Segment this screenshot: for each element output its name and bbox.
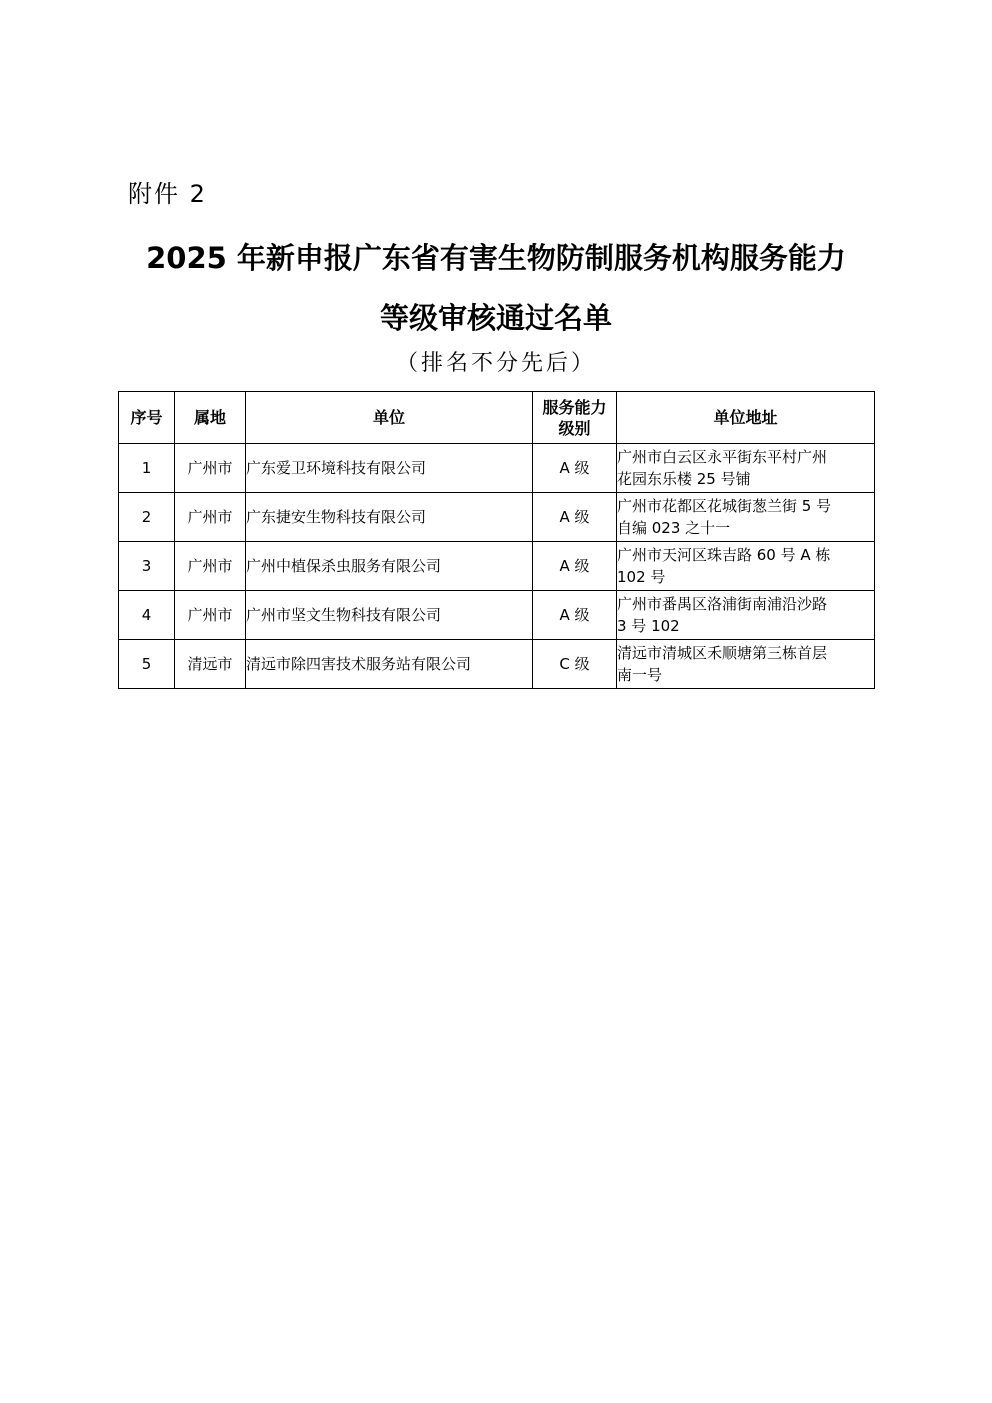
table-row [119,640,875,689]
cell-no: 4 [119,591,175,640]
address-line-1: 广州市花都区花城街葱兰街 5 号 [617,497,832,515]
approved-list-table [118,391,875,689]
cell-level: A 级 [533,444,617,493]
cell-address [617,640,875,689]
cell-unit: 广东爱卫环境科技有限公司 [246,444,533,493]
cell-no: 2 [119,493,175,542]
cell-level: A 级 [533,542,617,591]
header-no: 序号 [119,392,175,444]
address-line-2: 自编 023 之十一 [617,519,731,537]
attachment-label: 附件 2 [128,180,207,208]
document-title-line-2: 等级审核通过名单 [379,301,612,335]
cell-city: 广州市 [175,591,246,640]
address-line-2: 102 号 [617,568,666,586]
cell-level: A 级 [533,591,617,640]
table-header-row [119,392,875,444]
address-line-2: 南一号 [617,666,663,684]
cell-city: 清远市 [175,640,246,689]
cell-address [617,591,875,640]
header-address: 单位地址 [617,392,875,444]
address-line-1: 广州市番禺区洛浦街南浦沿沙路 [617,595,828,613]
cell-unit: 广东捷安生物科技有限公司 [246,493,533,542]
cell-address [617,542,875,591]
table-row [119,591,875,640]
header-level-line-2: 级别 [558,418,591,438]
cell-no: 1 [119,444,175,493]
address-line-1: 清远市清城区禾顺塘第三栋首层 [617,644,828,662]
cell-no: 3 [119,542,175,591]
header-city: 属地 [175,392,246,444]
address-line-2: 3 号 102 [617,617,680,635]
cell-city: 广州市 [175,493,246,542]
table-row [119,493,875,542]
cell-no: 5 [119,640,175,689]
cell-address [617,493,875,542]
cell-level: A 级 [533,493,617,542]
cell-unit: 广州中植保杀虫服务有限公司 [246,542,533,591]
cell-city: 广州市 [175,542,246,591]
cell-unit: 清远市除四害技术服务站有限公司 [246,640,533,689]
table-row [119,542,875,591]
document-title-line-1: 2025 年新申报广东省有害生物防制服务机构服务能力 [146,241,846,275]
cell-level: C 级 [533,640,617,689]
address-line-1: 广州市天河区珠吉路 60 号 A 栋 [617,546,831,564]
address-line-2: 花园东乐楼 25 号铺 [617,470,751,488]
cell-city: 广州市 [175,444,246,493]
header-level [533,392,617,444]
cell-address [617,444,875,493]
cell-unit: 广州市坚文生物科技有限公司 [246,591,533,640]
document-subtitle: （排名不分先后） [395,351,596,376]
header-level-line-1: 服务能力 [542,397,607,417]
header-unit: 单位 [246,392,533,444]
table-row [119,444,875,493]
address-line-1: 广州市白云区永平街东平村广州 [617,448,828,466]
